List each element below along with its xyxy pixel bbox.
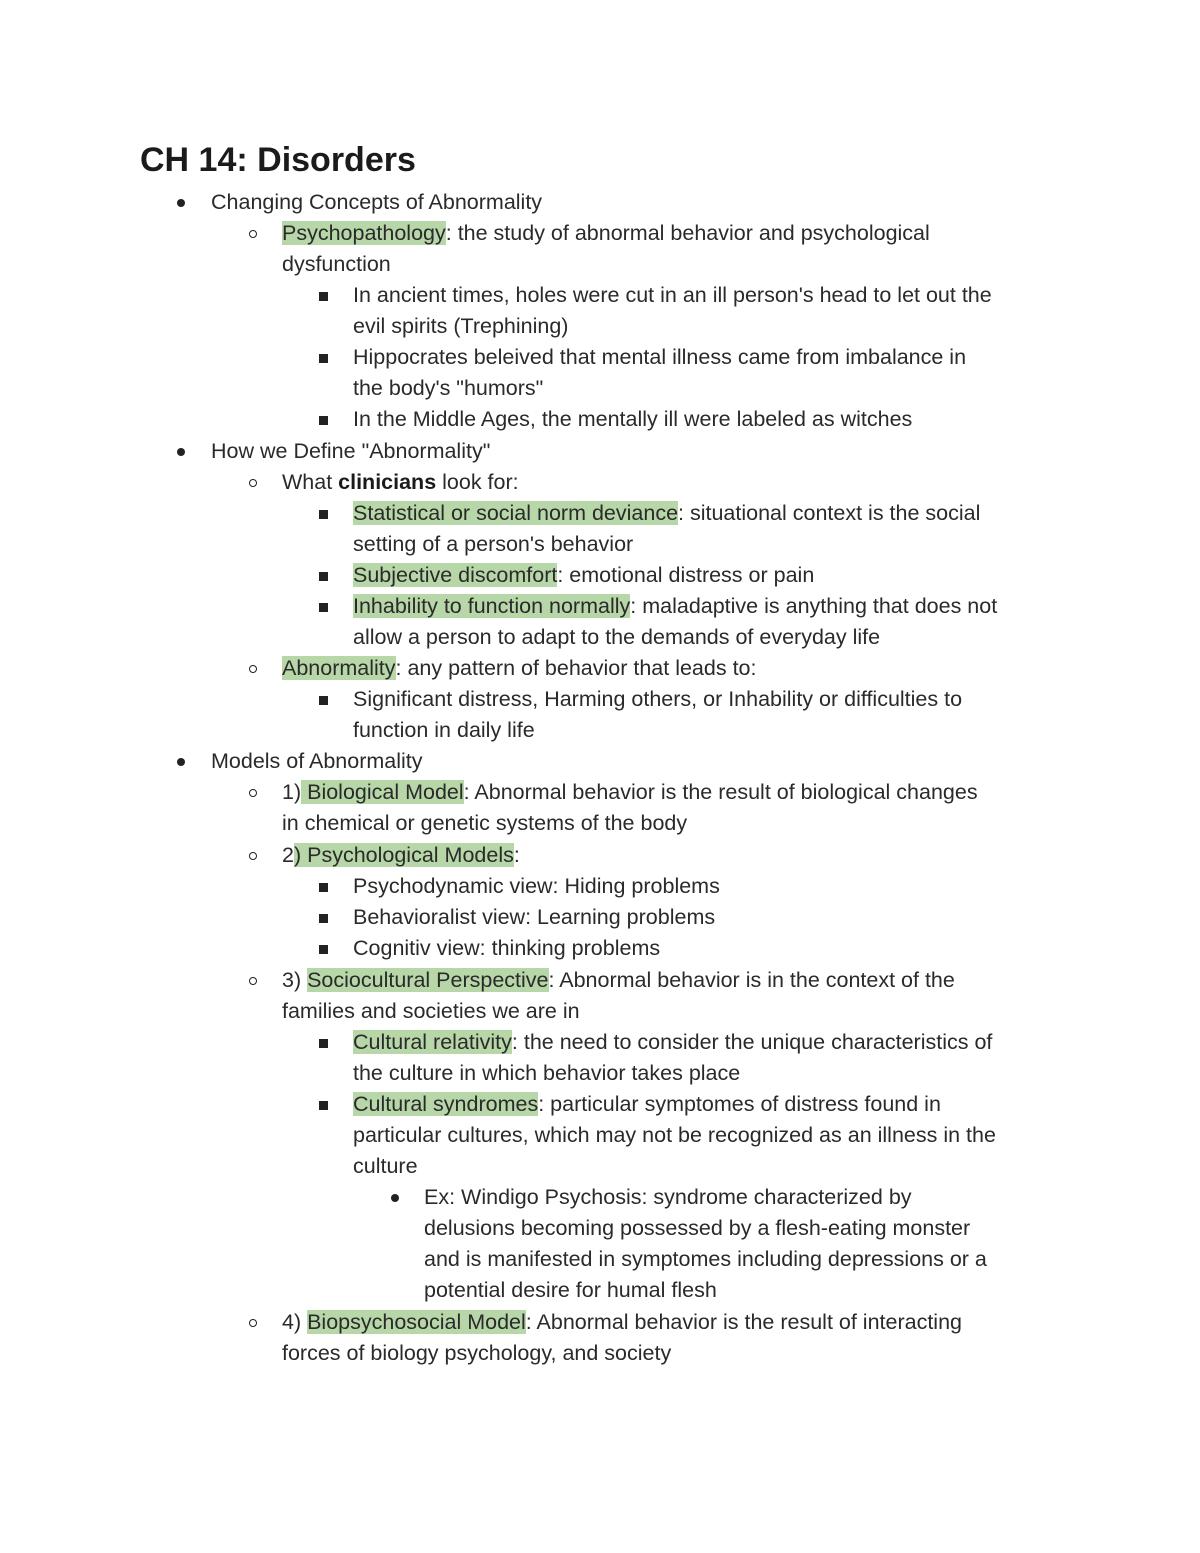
bullet-circle-icon xyxy=(249,789,257,797)
item-number: 2 xyxy=(282,843,294,867)
bullet-square-icon xyxy=(319,510,328,519)
list-item-continuation: evil spirits (Trephining) xyxy=(353,314,569,338)
list-item: Significant distress, Harming others, or Inhability or difficulties to xyxy=(353,687,963,711)
text-span: What xyxy=(282,470,339,494)
bullet-circle-icon xyxy=(249,230,257,238)
bullet-circle-icon xyxy=(249,852,257,860)
item-number: 1) xyxy=(282,780,302,804)
highlighted-term: Psychopathology xyxy=(282,221,446,245)
item-number: 4) xyxy=(282,1310,308,1334)
bullet-square-icon xyxy=(319,354,328,363)
list-item: Cognitiv view: thinking problems xyxy=(353,936,661,960)
list-item xyxy=(353,1027,992,1058)
bullet-square-icon xyxy=(319,416,328,425)
highlighted-term: Biopsychosocial Model xyxy=(307,1310,526,1334)
definition-text: : Abnormal behavior is the result of biological changes xyxy=(463,780,978,804)
list-item xyxy=(353,591,997,622)
highlighted-term: ) Psychological Models xyxy=(293,843,514,867)
bullet-square-icon xyxy=(319,603,328,612)
definition-text: : the study of abnormal behavior and psychological xyxy=(445,221,930,245)
list-item: How we Define "Abnormality" xyxy=(211,439,491,463)
bold-term: clinicians xyxy=(338,470,437,494)
list-item xyxy=(282,218,930,249)
list-item-continuation: and is manifested in symptomes including depressions or a xyxy=(424,1247,987,1271)
list-item: Hippocrates beleived that mental illness came from imbalance in xyxy=(353,345,967,369)
bullet-square-icon xyxy=(319,1101,328,1110)
list-item: Models of Abnormality xyxy=(211,749,423,773)
definition-text: : the need to consider the unique characteristics of xyxy=(511,1030,993,1054)
highlighted-term: Abnormality xyxy=(282,656,396,680)
highlighted-term: Inhability to function normally xyxy=(353,594,631,618)
bullet-circle-icon xyxy=(249,1319,257,1327)
list-item xyxy=(282,467,519,498)
list-item-continuation: culture xyxy=(353,1154,418,1178)
list-item-continuation: the body's "humors" xyxy=(353,376,544,400)
list-item-continuation: function in daily life xyxy=(353,718,535,742)
definition-text: : Abnormal behavior is in the context of the xyxy=(548,968,955,992)
list-item xyxy=(282,965,955,996)
list-item-continuation: particular cultures, which may not be recognized as an illness in the xyxy=(353,1123,996,1147)
definition-text: : any pattern of behavior that leads to: xyxy=(395,656,757,680)
bullet-disc-icon xyxy=(177,448,185,456)
definition-text: : particular symptomes of distress found in xyxy=(538,1092,941,1116)
list-item xyxy=(282,1307,962,1338)
list-item xyxy=(353,1089,941,1120)
list-item-continuation: potential desire for humal flesh xyxy=(424,1278,717,1302)
definition-text: : maladaptive is anything that does not xyxy=(630,594,998,618)
list-item-continuation: forces of biology psychology, and society xyxy=(282,1341,672,1365)
text-span: look for: xyxy=(436,470,519,494)
highlighted-term: Cultural relativity xyxy=(353,1030,512,1054)
bullet-circle-icon xyxy=(249,665,257,673)
bullet-square-icon xyxy=(319,945,328,954)
item-number: 3) xyxy=(282,968,308,992)
list-item: Psychodynamic view: Hiding problems xyxy=(353,874,720,898)
highlighted-term: Subjective discomfort xyxy=(353,563,558,587)
highlighted-term: Cultural syndromes xyxy=(353,1092,539,1116)
page-title: CH 14: Disorders xyxy=(140,141,416,179)
bullet-disc-icon xyxy=(391,1194,399,1202)
definition-text: : emotional distress or pain xyxy=(557,563,815,587)
list-item-continuation: setting of a person's behavior xyxy=(353,532,634,556)
list-item xyxy=(282,653,756,684)
list-item xyxy=(353,498,980,529)
bullet-square-icon xyxy=(319,572,328,581)
list-item: Changing Concepts of Abnormality xyxy=(211,190,543,214)
list-item-continuation: allow a person to adapt to the demands of everyday life xyxy=(353,625,881,649)
list-item-continuation: families and societies we are in xyxy=(282,999,580,1023)
bullet-square-icon xyxy=(319,292,328,301)
bullet-square-icon xyxy=(319,1039,328,1048)
highlighted-term: Sociocultural Perspective xyxy=(307,968,549,992)
bullet-disc-icon xyxy=(177,758,185,766)
list-item xyxy=(282,777,978,808)
bullet-square-icon xyxy=(319,914,328,923)
definition-text: : situational context is the social xyxy=(678,501,981,525)
list-item-continuation: dysfunction xyxy=(282,252,391,276)
list-item xyxy=(353,560,814,591)
highlighted-term: Biological Model xyxy=(301,780,464,804)
list-item: Ex: Windigo Psychosis: syndrome characterized by xyxy=(424,1185,912,1209)
definition-text: : Abnormal behavior is the result of interacting xyxy=(525,1310,963,1334)
list-item: In the Middle Ages, the mentally ill were labeled as witches xyxy=(353,407,913,431)
definition-text: : xyxy=(513,843,520,867)
list-item-continuation: delusions becoming possessed by a flesh-eating monster xyxy=(424,1216,971,1240)
list-item: Behavioralist view: Learning problems xyxy=(353,905,716,929)
list-item: In ancient times, holes were cut in an ill person's head to let out the xyxy=(353,283,992,307)
bullet-square-icon xyxy=(319,883,328,892)
bullet-circle-icon xyxy=(249,977,257,985)
bullet-disc-icon xyxy=(177,199,185,207)
list-item-continuation: the culture in which behavior takes place xyxy=(353,1061,741,1085)
bullet-square-icon xyxy=(319,696,328,705)
highlighted-term: Statistical or social norm deviance xyxy=(353,501,679,525)
list-item-continuation: in chemical or genetic systems of the body xyxy=(282,811,688,835)
list-item xyxy=(282,840,520,871)
bullet-circle-icon xyxy=(249,479,257,487)
